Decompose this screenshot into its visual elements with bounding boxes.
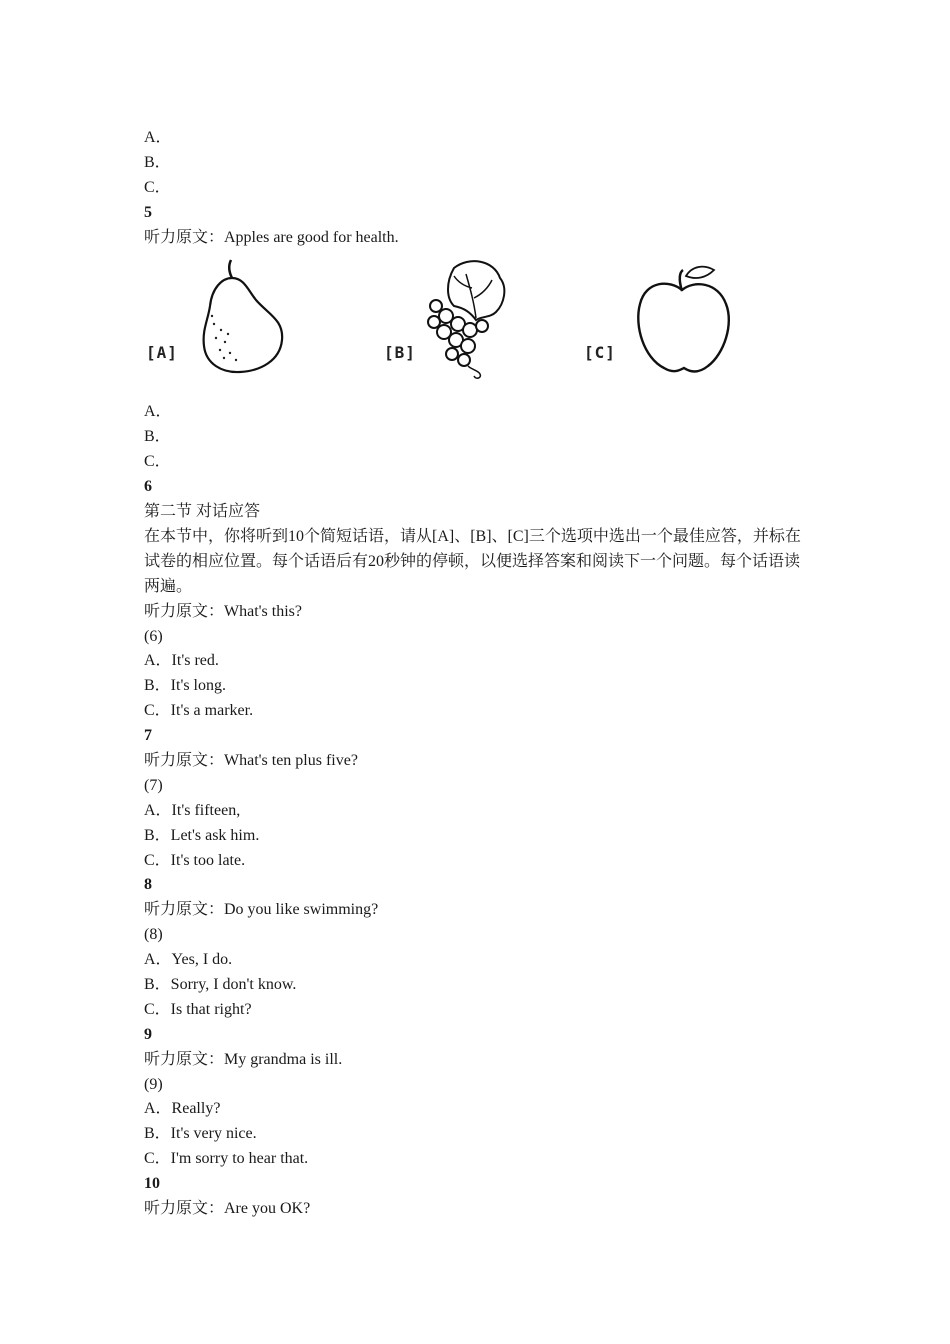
option-c: C．It's a marker. [144, 702, 254, 720]
answer-blank: (9) [144, 1075, 163, 1093]
picture-option-b [382, 258, 532, 388]
picture-option-c [584, 258, 754, 388]
option-a: A．It's red. [144, 652, 219, 670]
option-b: B．Sorry, I don't know. [144, 975, 297, 993]
option-c: C． [144, 178, 171, 196]
question-number: 9 [144, 1025, 152, 1043]
question-number: 5 [144, 203, 152, 221]
option-c: C．It's too late. [144, 851, 246, 869]
picture-label-a: [A] [146, 343, 178, 363]
option-b: B． [144, 153, 171, 171]
option-c: C．Is that right? [144, 1000, 252, 1018]
apple-icon [634, 258, 754, 388]
transcript: 听力原文：Apples are good for health. [144, 228, 399, 246]
question-number: 7 [144, 727, 152, 745]
picture-option-a [144, 258, 294, 388]
pear-icon [194, 258, 344, 388]
option-a: A．It's fifteen, [144, 801, 241, 819]
picture-label-b: [B] [384, 343, 416, 363]
option-b: B．It's very nice. [144, 1125, 257, 1143]
option-a: A．Really? [144, 1100, 221, 1118]
option-a: A． [144, 129, 172, 146]
question-number: 10 [144, 1175, 160, 1193]
transcript: 听力原文：My grandma is ill. [144, 1050, 343, 1068]
question-number: 6 [144, 478, 152, 496]
question-number: 8 [144, 876, 152, 894]
answer-blank: (6) [144, 627, 163, 645]
section-instructions: 在本节中，你将听到10个简短话语，请从[A]、[B]、[C]三个选项中选出一个最佳应答，并标在试卷的相应位置。每个话语后有20秒钟的停顿，以便选择答案和阅读下一个问题。每个话语读两遍。 [144, 527, 801, 595]
option-b: B．Let's ask him. [144, 826, 260, 844]
option-b: B． [144, 428, 171, 446]
option-c: C．I'm sorry to hear that. [144, 1150, 309, 1168]
answer-blank: (8) [144, 926, 163, 944]
answer-blank: (7) [144, 776, 163, 794]
transcript: 听力原文：What's this? [144, 602, 302, 620]
transcript: 听力原文：Do you like swimming? [144, 901, 379, 919]
option-b: B．It's long. [144, 677, 227, 695]
picture-options [144, 258, 812, 395]
option-a: A． [144, 403, 172, 421]
section-title: 第二节 对话应答 [144, 503, 261, 521]
grapes-icon [424, 258, 534, 388]
transcript: 听力原文：Are you OK? [144, 1200, 311, 1217]
transcript: 听力原文：What's ten plus five? [144, 751, 358, 769]
picture-label-c: [C] [584, 343, 616, 363]
option-c: C． [144, 453, 171, 471]
exam-page [144, 126, 812, 1222]
option-a: A．Yes, I do. [144, 951, 233, 969]
